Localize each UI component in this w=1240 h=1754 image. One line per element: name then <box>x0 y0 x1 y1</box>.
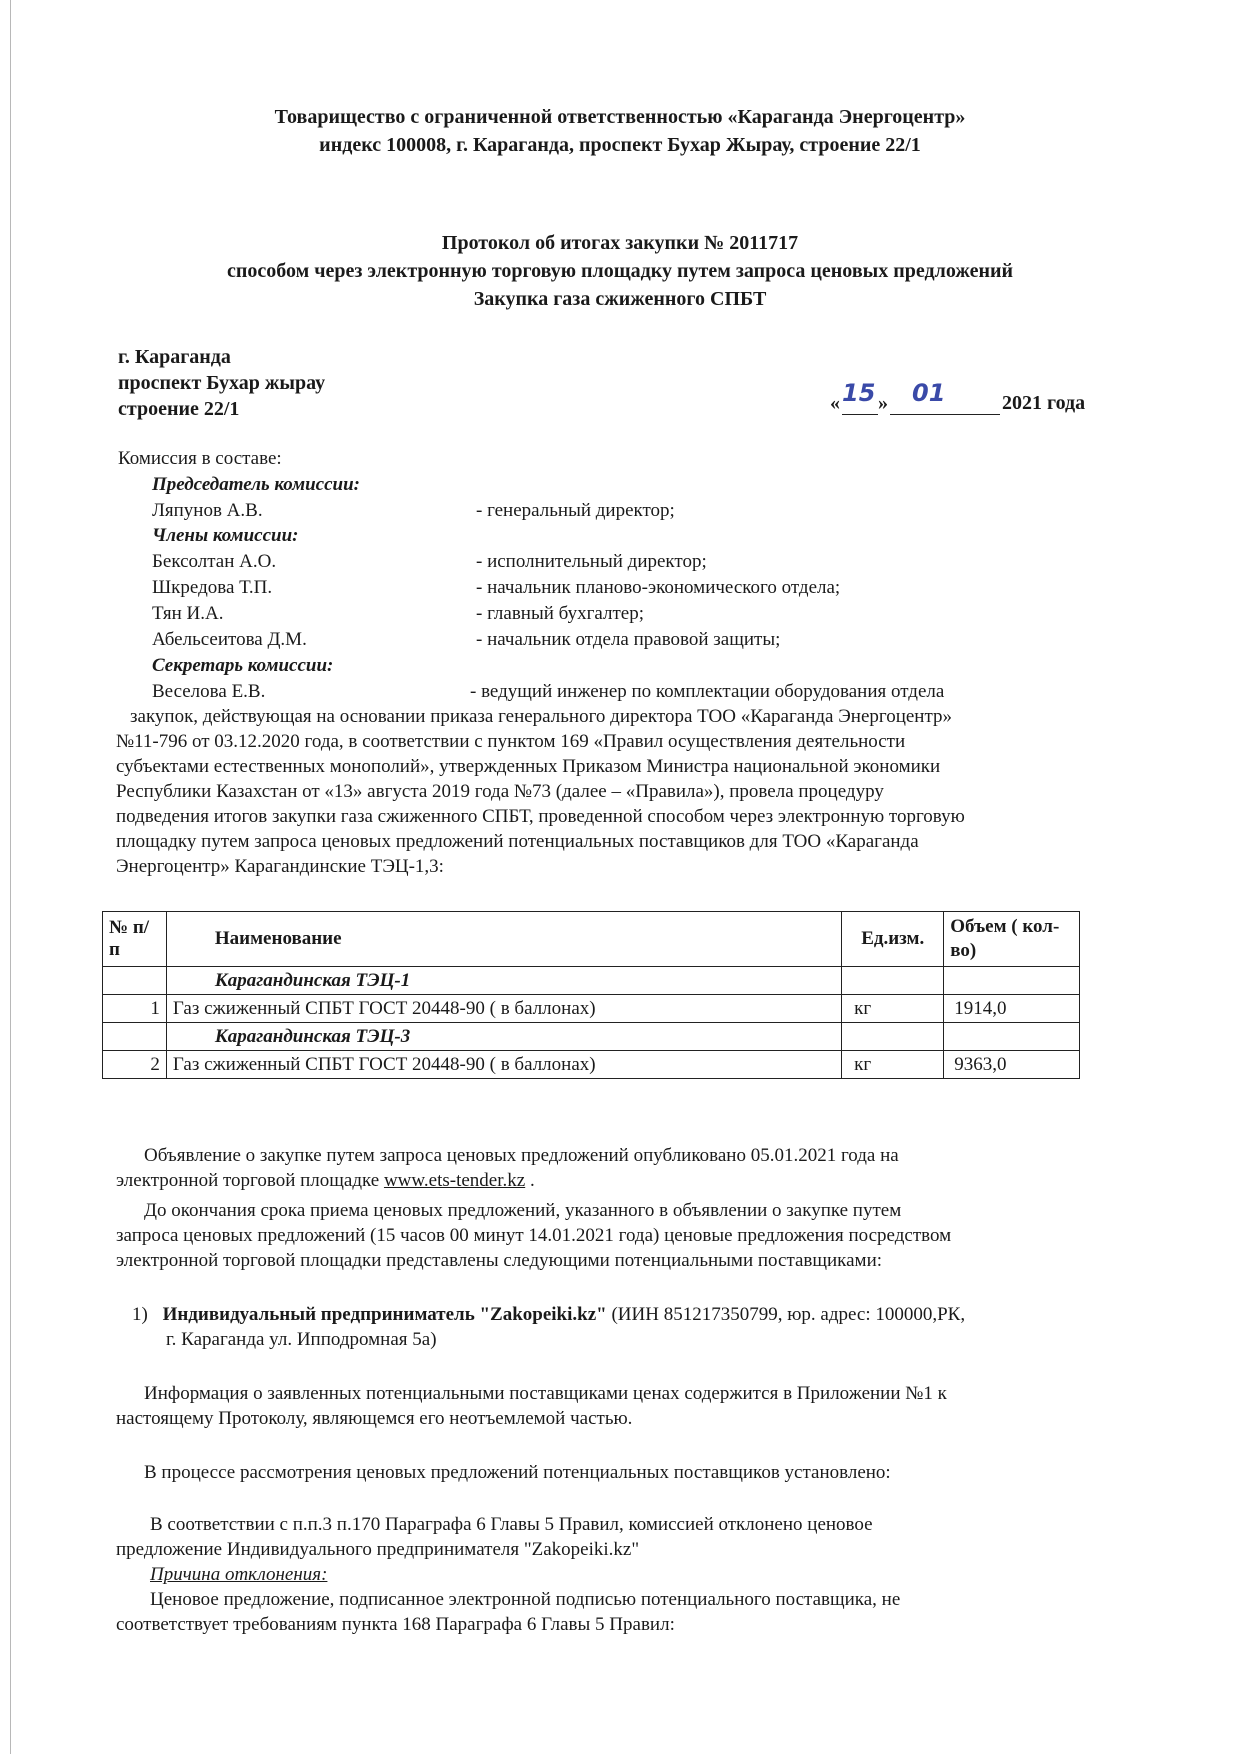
row-num: 1 <box>103 995 167 1023</box>
header-num: № п/п <box>103 912 167 967</box>
table-cell <box>944 967 1080 995</box>
member-role: - исполнительный директор; <box>476 551 707 572</box>
row-num: 2 <box>103 1051 167 1079</box>
section-name: Карагандинская ТЭЦ-3 <box>166 1023 841 1051</box>
secretary-heading: Секретарь комиссии: <box>152 655 334 676</box>
chair-role: - генеральный директор; <box>476 500 675 521</box>
protocol-date <box>830 379 1110 422</box>
table-section-row <box>103 1023 1080 1051</box>
supplier-list-item <box>132 1302 1096 1352</box>
member-role: - начальник планово-экономического отдела; <box>476 577 841 598</box>
row-volume: 9363,0 <box>944 1051 1080 1079</box>
supplier-name: Индивидуальный предприниматель "Zakopeiki.kz" <box>162 1304 607 1325</box>
procurement-table <box>102 911 1080 1079</box>
intro-line: №11-796 от 03.12.2020 года, в соответствии с пунктом 169 «Правил осуществления деятельности <box>116 731 906 752</box>
date-year: 2021 года <box>1002 392 1086 414</box>
table-row <box>103 995 1080 1023</box>
chair-name: Ляпунов А.В. <box>152 500 263 521</box>
table-cell <box>103 967 167 995</box>
table-cell <box>842 967 944 995</box>
row-unit: кг <box>842 1051 944 1079</box>
member-name: Тян И.А. <box>152 603 224 624</box>
member-name: Бексолтан А.О. <box>152 551 277 572</box>
table-header-row <box>103 912 1080 967</box>
date-open-quote: « <box>830 392 840 414</box>
review-line: В процессе рассмотрения ценовых предложений потенциальных поставщиков установлено: <box>144 1462 891 1483</box>
member-role: - начальник отдела правовой защиты; <box>476 629 781 650</box>
deadline-line: электронной торговой площадки представлены следующими потенциальными поставщиками: <box>116 1250 883 1271</box>
row-volume: 1914,0 <box>944 995 1080 1023</box>
rejection-line: предложение Индивидуального предпринимателя "Zakopeiki.kz" <box>116 1539 640 1560</box>
deadline-line: запроса ценовых предложений (15 часов 00 минут 14.01.2021 года) ценовые предложения посредством <box>116 1225 952 1246</box>
member-role: - главный бухгалтер; <box>476 603 644 624</box>
info-line: настоящему Протоколу, являющемся его неотъемлемой частью. <box>116 1408 633 1429</box>
info-line: Информация о заявленных потенциальными поставщиками ценах содержится в Приложении №1 к <box>144 1383 947 1404</box>
supplier-marker: 1) <box>132 1304 148 1325</box>
rejection-reason-line: соответствует требованиям пункта 168 Параграфа 6 Главы 5 Правил: <box>116 1614 675 1635</box>
announcement-line <box>116 1168 1096 1193</box>
date-close-quote: » <box>878 392 888 414</box>
supplier-details: (ИИН 851217350799, юр. адрес: 100000,РК, <box>606 1304 966 1325</box>
table-section-row <box>103 967 1080 995</box>
announcement-line: Объявление о закупке путем запроса ценовых предложений опубликовано 05.01.2021 года на <box>144 1145 899 1166</box>
secretary-name: Веселова Е.В. <box>152 681 266 702</box>
rejection-line: В соответствии с п.п.3 п.170 Параграфа 6 Главы 5 Правил, комиссией отклонено ценовое <box>150 1514 873 1535</box>
protocol-method: способом через электронную торговую площадку путем запроса ценовых предложений <box>226 260 1014 282</box>
protocol-subject: Закупка газа сжиженного СПБТ <box>473 288 767 310</box>
date-month: 01 <box>912 379 946 407</box>
intro-line: Энергоцентр» Карагандинские ТЭЦ-1,3: <box>116 856 444 877</box>
commission-intro: Комиссия в составе: <box>118 448 282 469</box>
header-unit: Ед.изм. <box>842 912 944 967</box>
intro-line: Республики Казахстан от «13» августа 2019 года №73 (далее – «Правила»), провела процедуру <box>116 781 884 802</box>
header-volume: Объем ( кол-во) <box>944 912 1080 967</box>
intro-paragraph <box>116 704 1096 879</box>
secretary-role: - ведущий инженер по комплектации оборудования отдела <box>470 681 945 702</box>
intro-line: субъектами естественных монополий», утвержденных Приказом Министра национальной экономики <box>116 756 941 777</box>
place-city: г. Караганда <box>118 346 231 368</box>
announcement-suffix: . <box>525 1170 535 1191</box>
date-day-underline <box>842 414 878 415</box>
rejection-reason-line: Ценовое предложение, подписанное электронной подписью потенциального поставщика, не <box>150 1589 901 1610</box>
announcement-prefix: электронной торговой площадке <box>116 1170 384 1191</box>
date-day: 15 <box>842 379 876 407</box>
rejection-reason-heading-wrap <box>116 1562 1096 1587</box>
place-street: проспект Бухар жырау <box>118 372 326 394</box>
place-building: строение 22/1 <box>118 398 240 420</box>
protocol-title: Протокол об итогах закупки № 2011717 <box>441 232 799 254</box>
org-address: индекс 100008, г. Караганда, проспект Бухар Жырау, строение 22/1 <box>319 134 921 156</box>
members-heading: Члены комиссии: <box>152 525 299 546</box>
chair-heading: Председатель комиссии: <box>152 474 360 495</box>
rejection-paragraph <box>116 1512 1096 1637</box>
date-month-underline <box>890 414 1000 415</box>
section-name: Карагандинская ТЭЦ-1 <box>166 967 841 995</box>
table-cell <box>842 1023 944 1051</box>
intro-line: подведения итогов закупки газа сжиженного СПБТ, проведенной способом через электронную торговую <box>116 806 965 827</box>
header-name: Наименование <box>166 912 841 967</box>
table-cell <box>103 1023 167 1051</box>
tender-site-link[interactable]: www.ets-tender.kz <box>383 1170 526 1191</box>
member-name: Шкредова Т.П. <box>152 577 273 598</box>
intro-line: закупок, действующая на основании приказа генерального директора ТОО «Караганда Энергоцентр» <box>130 706 953 727</box>
rejection-reason-heading: Причина отклонения: <box>150 1564 328 1585</box>
deadline-line: До окончания срока приема ценовых предложений, указанного в объявлении о закупке путем <box>144 1200 902 1221</box>
row-unit: кг <box>842 995 944 1023</box>
table-row <box>103 1051 1080 1079</box>
intro-line: площадку путем запроса ценовых предложений потенциальных поставщиков для ТОО «Караганда <box>116 831 919 852</box>
announcement-paragraph <box>116 1143 1096 1193</box>
info-paragraph <box>116 1381 1096 1431</box>
table-cell <box>944 1023 1080 1051</box>
row-name: Газ сжиженный СПБТ ГОСТ 20448-90 ( в баллонах) <box>166 995 841 1023</box>
org-name: Товарищество с ограниченной ответственностью «Караганда Энергоцентр» <box>274 106 966 128</box>
deadline-paragraph <box>116 1198 1096 1273</box>
supplier-address: г. Караганда ул. Ипподромная 5а) <box>166 1329 437 1350</box>
row-name: Газ сжиженный СПБТ ГОСТ 20448-90 ( в баллонах) <box>166 1051 841 1079</box>
member-name: Абельсеитова Д.М. <box>152 629 307 650</box>
